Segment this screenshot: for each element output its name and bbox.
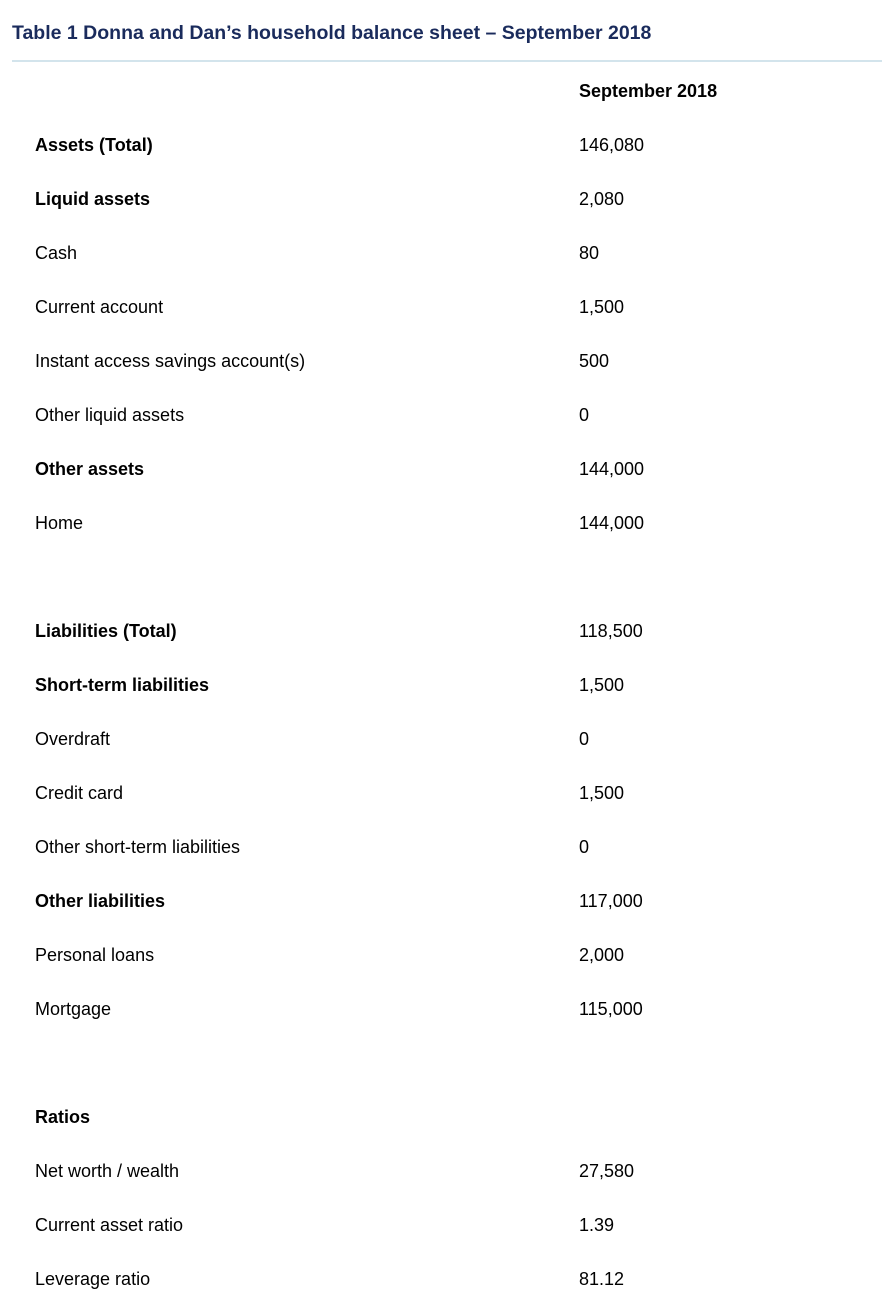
table-row-other-short-term bbox=[0, 820, 896, 874]
section-heading: Ratios bbox=[35, 1107, 91, 1127]
row-label: Net worth / wealth bbox=[35, 1161, 180, 1181]
column-header: September 2018 bbox=[579, 81, 718, 101]
row-value: 1,500 bbox=[579, 783, 625, 803]
row-label: Mortgage bbox=[35, 999, 112, 1019]
row-label: Other assets bbox=[35, 459, 145, 479]
row-label: Personal loans bbox=[35, 945, 155, 965]
table-row-cash bbox=[0, 226, 896, 280]
row-value: 0 bbox=[579, 837, 590, 857]
row-value: 27,580 bbox=[579, 1161, 635, 1181]
table-row-liabilities-total bbox=[0, 604, 896, 658]
table-row-current-asset-ratio bbox=[0, 1198, 896, 1252]
row-value: 144,000 bbox=[579, 513, 645, 533]
row-value: 144,000 bbox=[579, 459, 645, 479]
table-row-short-term-liabilities bbox=[0, 658, 896, 712]
row-value: 2,080 bbox=[579, 189, 625, 209]
row-label: Current account bbox=[35, 297, 164, 317]
table-spacer-row bbox=[0, 550, 896, 604]
row-label: Cash bbox=[35, 243, 78, 263]
row-label: Other liabilities bbox=[35, 891, 166, 911]
table-row-credit-card bbox=[0, 766, 896, 820]
row-value: 2,000 bbox=[579, 945, 625, 965]
row-value: 1,500 bbox=[579, 297, 625, 317]
row-label: Other short-term liabilities bbox=[35, 837, 241, 857]
row-value: 80 bbox=[579, 243, 600, 263]
row-value: 117,000 bbox=[579, 891, 643, 911]
row-value: 0 bbox=[579, 405, 590, 425]
row-label: Liquid assets bbox=[35, 189, 151, 209]
table-row-other-liabilities bbox=[0, 874, 896, 928]
table-row-home bbox=[0, 496, 896, 550]
row-label: Other liquid assets bbox=[35, 405, 185, 425]
table-row-personal-loans bbox=[0, 928, 896, 982]
table-row-overdraft bbox=[0, 712, 896, 766]
table-row-other-assets bbox=[0, 442, 896, 496]
row-label: Current asset ratio bbox=[35, 1215, 184, 1235]
row-value: 115,000 bbox=[579, 999, 643, 1019]
row-value: 1,500 bbox=[579, 675, 625, 695]
table-row-current-account bbox=[0, 280, 896, 334]
table-row-ratios-heading bbox=[0, 1090, 896, 1144]
row-value: 118,500 bbox=[579, 621, 643, 641]
row-label: Leverage ratio bbox=[35, 1269, 151, 1289]
caption-divider bbox=[12, 60, 882, 62]
balance-sheet-table bbox=[0, 64, 896, 1306]
table-spacer-row bbox=[0, 1036, 896, 1090]
row-value: 500 bbox=[579, 351, 610, 371]
table-caption: Table 1 Donna and Dan’s household balance sheet – September 2018 bbox=[12, 22, 652, 44]
row-label: Liabilities (Total) bbox=[35, 621, 177, 641]
table-header-row bbox=[0, 64, 896, 118]
row-label: Assets (Total) bbox=[35, 135, 153, 155]
row-value: 81.12 bbox=[579, 1269, 625, 1289]
table-row-other-liquid bbox=[0, 388, 896, 442]
table-row-net-worth bbox=[0, 1144, 896, 1198]
row-label: Home bbox=[35, 513, 84, 533]
table-row-mortgage bbox=[0, 982, 896, 1036]
row-label: Overdraft bbox=[35, 729, 111, 749]
table-row-liquid-assets bbox=[0, 172, 896, 226]
row-value: 1.39 bbox=[579, 1215, 615, 1235]
row-value: 146,080 bbox=[579, 135, 645, 155]
row-label: Short-term liabilities bbox=[35, 675, 210, 695]
row-label: Credit card bbox=[35, 783, 124, 803]
row-value: 0 bbox=[579, 729, 590, 749]
table-row-instant-savings bbox=[0, 334, 896, 388]
table-row-assets-total bbox=[0, 118, 896, 172]
table-row-leverage-ratio bbox=[0, 1252, 896, 1306]
row-label: Instant access savings account(s) bbox=[35, 351, 306, 371]
